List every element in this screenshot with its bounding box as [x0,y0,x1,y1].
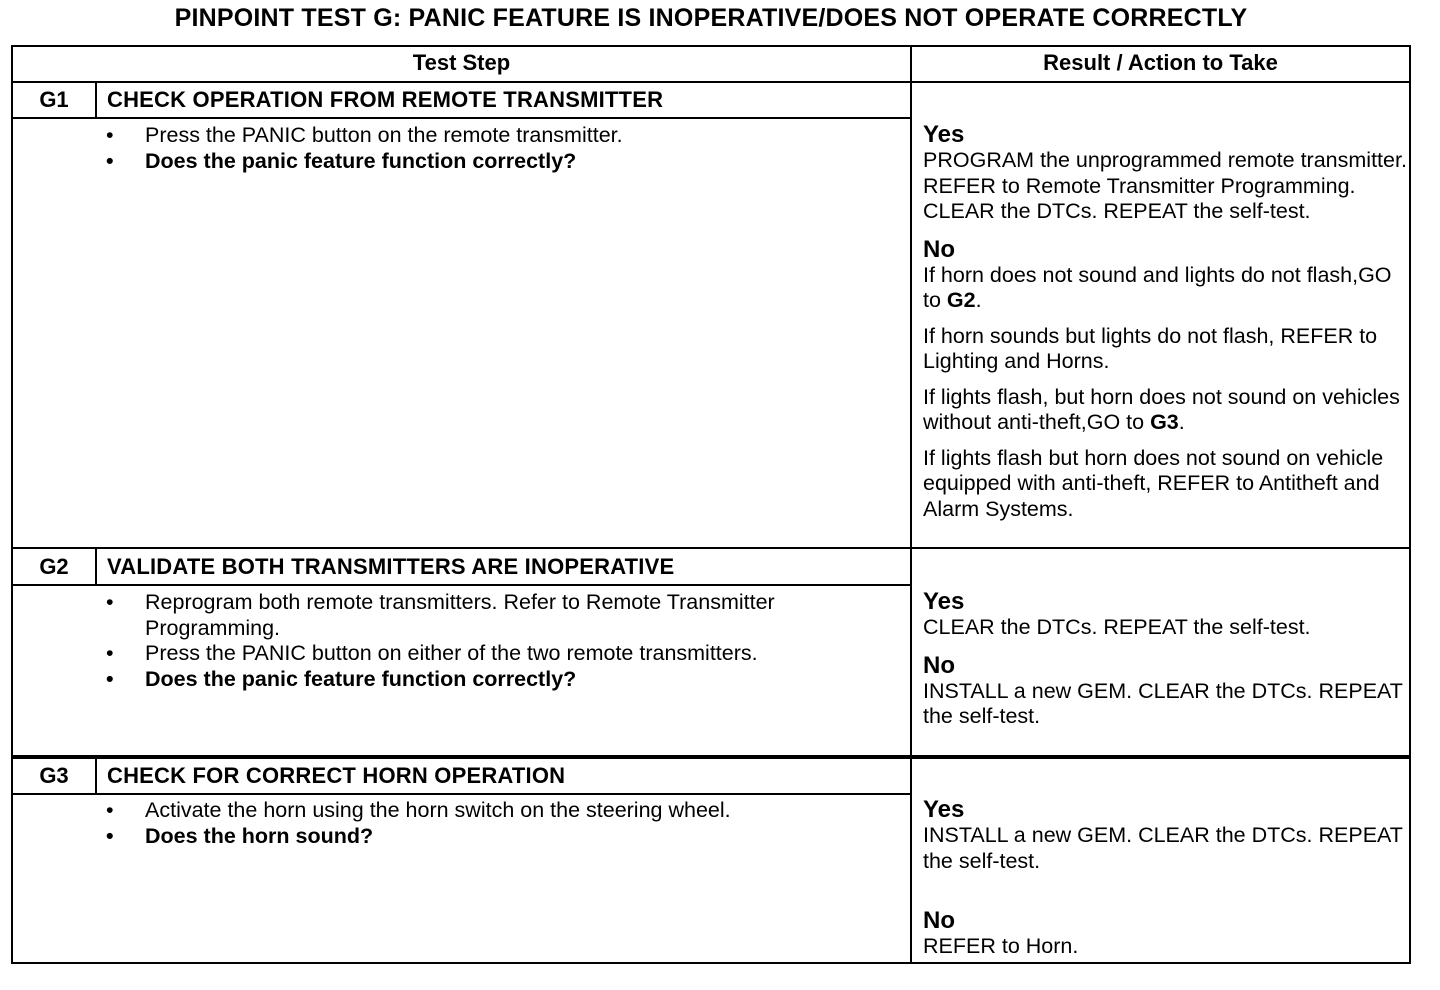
step-reference: G2 [946,288,976,312]
step-bullets-g1 [104,123,623,174]
step-id-g3: G3 [39,763,69,788]
g3-row-top [11,757,1411,759]
step-reference: G3 [1150,410,1179,434]
g1-id-divider [95,81,97,118]
step-title-g2: VALIDATE BOTH TRANSMITTERS ARE INOPERATIVE [107,554,675,579]
step-title-g1: CHECK OPERATION FROM REMOTE TRANSMITTER [107,87,664,112]
bullet-icon: • [106,798,114,822]
list-item: • Activate the horn using the horn switch on the steering wheel. [106,798,731,822]
header-test-step: Test Step [412,50,511,75]
bullet-icon: • [106,666,114,691]
header-result: Result / Action to Take [1043,50,1278,75]
bullet-icon: • [106,590,114,614]
step-id-g2: G2 [39,554,69,579]
no-action: REFER to Horn. [923,934,1079,958]
no-label: No [923,651,955,679]
no-action-item: If horn sounds but lights do not flash, REFER to Lighting and Horns. [923,323,1378,373]
step-title-g3: CHECK FOR CORRECT HORN OPERATION [107,763,566,788]
no-action: INSTALL a new GEM. CLEAR the DTCs. REPEAT the self-test. [923,678,1403,728]
header-divider-right [910,81,1411,83]
g3-id-divider [95,757,97,794]
yes-label: Yes [923,588,965,615]
no-action-item: If horn does not sound and lights do not flash,GO to G2. [923,262,1392,312]
page-title: PINPOINT TEST G: PANIC FEATURE IS INOPERATIVE/DOES NOT OPERATE CORRECTLY [174,4,1248,32]
yes-action: CLEAR the DTCs. REPEAT the self-test. [923,615,1311,639]
column-divider [910,45,912,964]
bullet-icon: • [106,641,114,665]
bullet-icon: • [106,148,114,173]
g3-title-divider [11,793,911,795]
no-action-item: If lights flash but horn does not sound on vehicle equipped with anti-theft, REFER to Antitheft and Alarm Systems. [923,445,1384,521]
g1-row-divider [11,547,1411,549]
yes-label: Yes [923,121,965,148]
header-divider-left [11,81,911,83]
yes-label: Yes [923,796,965,823]
g2-id-divider [95,547,97,585]
g1-title-divider [11,117,911,119]
list-item: • Does the panic feature function correctly? [106,666,577,691]
step-bullets-g3 [104,798,731,849]
list-item: • Does the panic feature function correctly? [106,148,577,173]
result-g2 [923,588,1407,730]
yes-action: INSTALL a new GEM. CLEAR the DTCs. REPEAT the self-test. [923,823,1403,873]
result-g1 [923,121,1407,522]
no-label: No [923,907,955,934]
step-bullets-g2 [104,590,775,692]
no-action-item: If lights flash, but horn does not sound on vehicles without anti-theft,GO to G3. [923,384,1400,434]
list-item: • Reprogram both remote transmitters. Refer to Remote Transmitter Programming. [106,590,775,640]
g2-title-divider [11,584,911,586]
list-item: • Does the horn sound? [106,823,374,848]
no-label: No [923,235,955,263]
result-g3 [923,796,1407,960]
list-item: • Press the PANIC button on either of the two remote transmitters. [106,641,758,665]
yes-action: PROGRAM the unprogrammed remote transmitter. REFER to Remote Transmitter Programming. CLEAR the DTCs. REPEAT the self-test. [923,148,1407,223]
list-item: • Press the PANIC button on the remote transmitter. [106,123,623,147]
bullet-icon: • [106,123,114,147]
bullet-icon: • [106,823,114,848]
step-id-g1: G1 [39,87,69,112]
